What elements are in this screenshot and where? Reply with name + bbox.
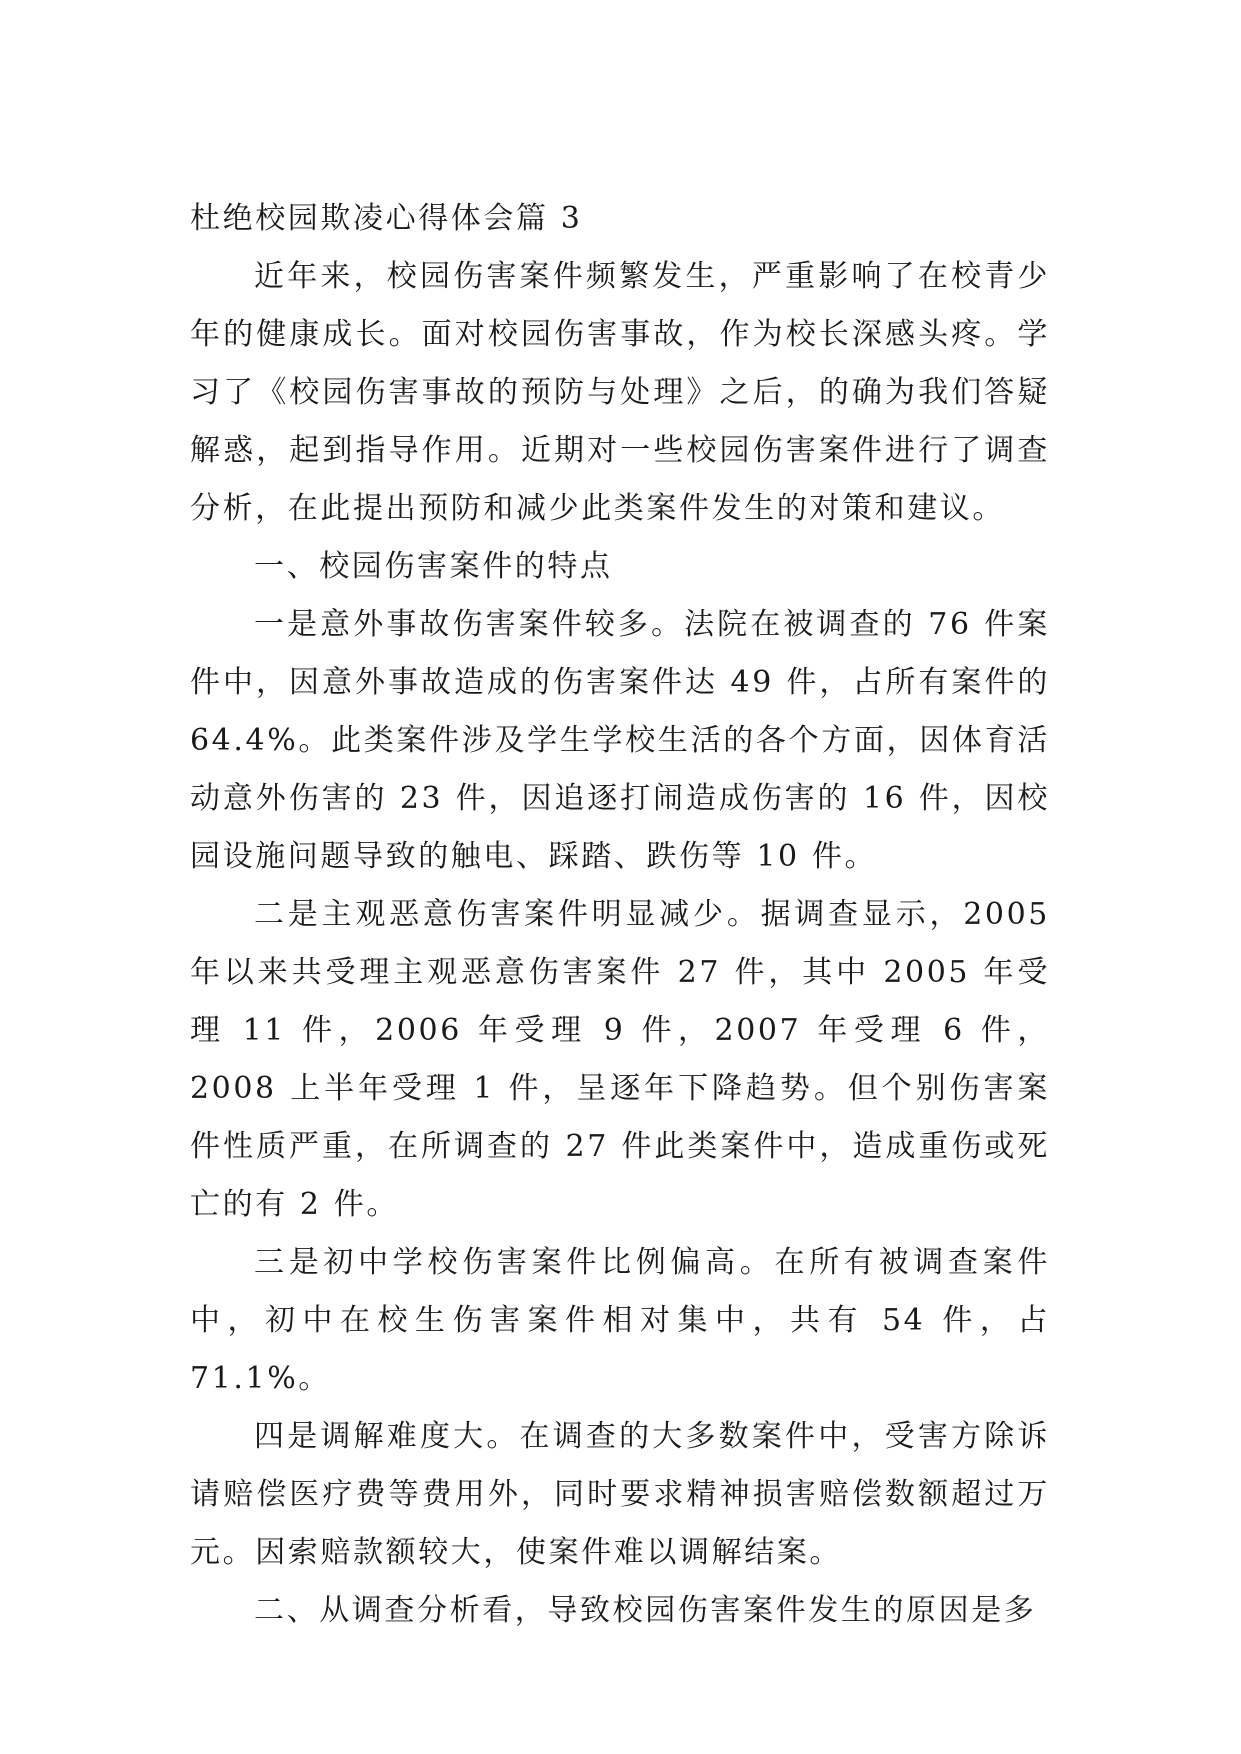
section-heading-causes: 二、从调查分析看，导致校园伤害案件发生的原因是多 [254, 1593, 1037, 1628]
paragraph-point-one: 一是意外事故伤害案件较多。法院在被调查的 76 件案件中，因意外事故造成的伤害案件达 49 件，占所有案件的 64.4%。此类案件涉及学生学校生活的各个方面，因体育活动意外伤害的 23 件，因追逐打闹造成伤害的 16 件，因校园设施问题导致的触电、踩踏、跌伤等 10 件。 [190, 607, 1050, 874]
section-heading-characteristics: 一、校园伤害案件的特点 [254, 549, 613, 584]
paragraph-point-three: 三是初中学校伤害案件比例偏高。在所有被调查案件中，初中在校生伤害案件相对集中，共有 54 件，占 71.1%。 [190, 1245, 1050, 1396]
document-title: 杜绝校园欺凌心得体会篇 3 [190, 201, 583, 236]
document-body [190, 190, 1050, 1640]
paragraph-intro: 近年来，校园伤害案件频繁发生，严重影响了在校青少年的健康成长。面对校园伤害事故，作为校长深感头疼。学习了《校园伤害事故的预防与处理》之后，的确为我们答疑解惑，起到指导作用。近期对一些校园伤害案件进行了调查分析，在此提出预防和减少此类案件发生的对策和建议。 [190, 259, 1050, 526]
paragraph-point-two: 二是主观恶意伤害案件明显减少。据调查显示，2005 年以来共受理主观恶意伤害案件 27 件，其中 2005 年受理 11 件，2006 年受理 9 件，2007 年受理 6 件，2008 上半年受理 1 件，呈逐年下降趋势。但个别伤害案件性质严重，在所调查的 27 件此类案件中，造成重伤或死亡的有 2 件。 [190, 897, 1050, 1222]
paragraph-point-four: 四是调解难度大。在调查的大多数案件中，受害方除诉请赔偿医疗费等费用外，同时要求精神损害赔偿数额超过万元。因索赔款额较大，使案件难以调解结案。 [190, 1419, 1050, 1570]
